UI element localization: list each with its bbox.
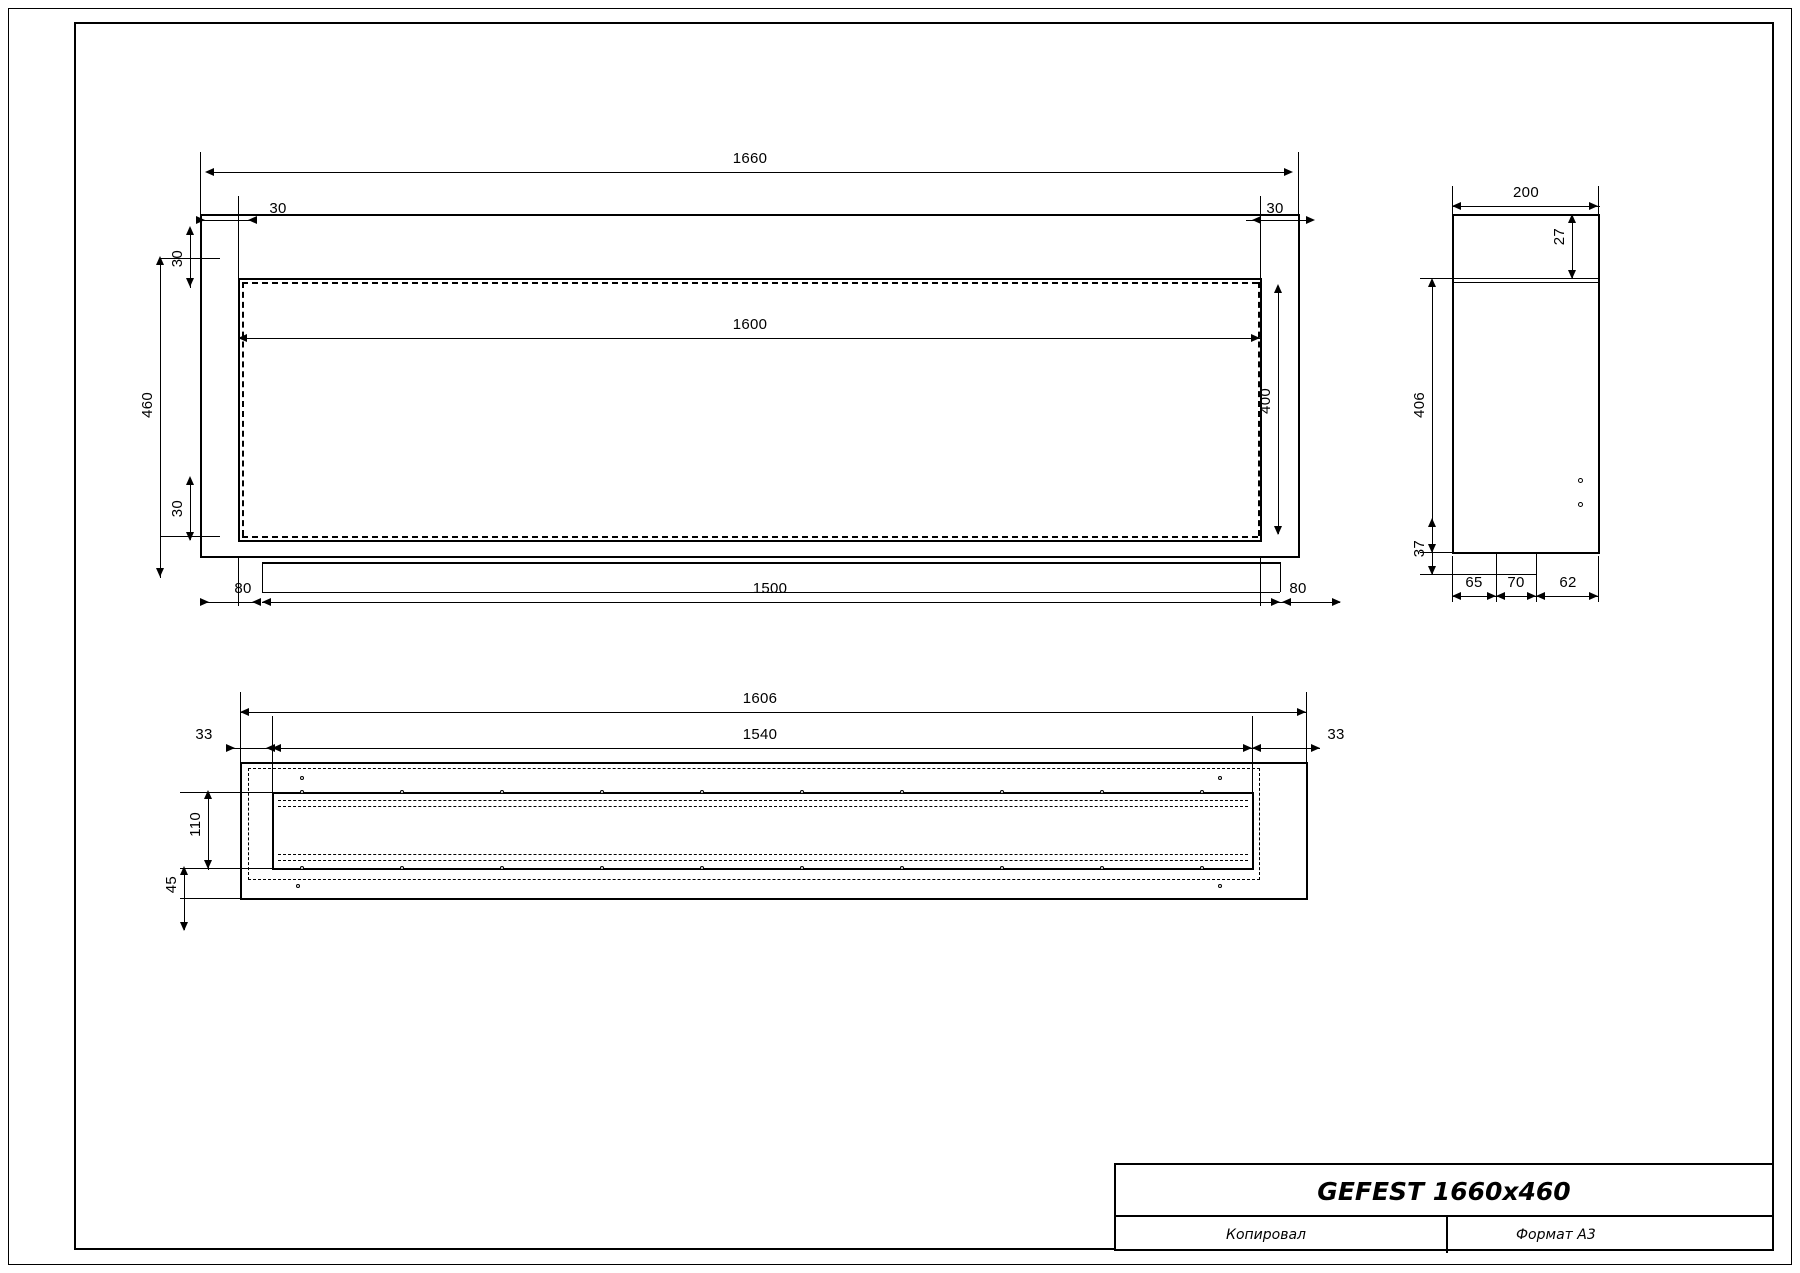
bottom-hole: [500, 866, 504, 870]
front-plinth-left: [262, 562, 263, 592]
arrow-1606-r: [1297, 708, 1306, 716]
side-hole-upper: [1578, 478, 1583, 483]
drawing-title: GEFEST 1660x460: [1317, 1177, 1571, 1206]
side-hole-lower: [1578, 502, 1583, 507]
side-ext-h-top: [1420, 278, 1460, 279]
copied-by-label: Копировал: [1226, 1227, 1306, 1243]
arrow-80-right-a: [1282, 598, 1291, 606]
top-ext-right: [1306, 692, 1307, 766]
corner-hole-tr: [1218, 776, 1222, 780]
slot-hidden-bottom2: [278, 854, 1248, 855]
ext-line-right-top: [1298, 152, 1299, 222]
arrow-1600-right: [1251, 334, 1260, 342]
side-foot-left: [1496, 552, 1497, 574]
top-hole: [300, 790, 304, 794]
front-hidden-top: [242, 282, 1258, 284]
side-right-edge: [1598, 214, 1600, 554]
bottom-hole: [1200, 866, 1204, 870]
dim-62: 62: [1559, 574, 1577, 591]
arrow-70-r: [1527, 592, 1536, 600]
arrow-37-top: [1428, 518, 1436, 527]
arrow-33r-a: [1252, 744, 1261, 752]
front-plinth-right: [1280, 562, 1281, 592]
dim-1606: 1606: [742, 690, 778, 707]
dim-line-1600: [238, 338, 1260, 339]
title-block: [1114, 1163, 1774, 1251]
arrow-30-top-b: [186, 278, 194, 287]
arrow-45-top: [180, 866, 188, 875]
top-ext-inner-left: [272, 716, 273, 796]
arrow-1500-left: [262, 598, 271, 606]
arrow-33r-b: [1311, 744, 1320, 752]
dim-line-200: [1452, 206, 1600, 207]
arrow-62-r: [1589, 592, 1598, 600]
dim-line-27: [1572, 216, 1573, 278]
arrow-30-top-a: [186, 226, 194, 235]
dim-33-right: 33: [1327, 726, 1345, 743]
dim-30-band-bottom: 30: [169, 500, 186, 518]
arrow-460-top: [156, 256, 164, 265]
slot-top-edge: [272, 792, 1254, 794]
slot-left-edge: [272, 792, 274, 870]
dim-line-45: [184, 868, 185, 930]
ext-line-inner-right-top: [1260, 196, 1261, 286]
arrow-1500-right: [1271, 598, 1280, 606]
slot-hidden-bottom: [278, 860, 1248, 861]
bottom-hole: [700, 866, 704, 870]
dim-30-left: 30: [269, 200, 287, 217]
bottom-hole: [400, 866, 404, 870]
arrow-400-bottom: [1274, 526, 1282, 535]
corner-hole-br: [1218, 884, 1222, 888]
ext-line-inner-left-top: [238, 196, 239, 286]
arrow-1606-l: [240, 708, 249, 716]
top-hole: [400, 790, 404, 794]
top-hole: [800, 790, 804, 794]
side-foot-right: [1536, 552, 1537, 574]
arrow-30-bot-b: [186, 532, 194, 541]
arrow-110-top: [204, 790, 212, 799]
dim-460: 460: [139, 392, 156, 418]
arrow-30-right-b: [1306, 216, 1315, 224]
dim-45: 45: [163, 876, 180, 894]
arrow-406-top: [1428, 278, 1436, 287]
dim-line-1660: [214, 172, 1284, 173]
bottom-hole: [300, 866, 304, 870]
dim-27: 27: [1551, 228, 1568, 246]
top-plate-right: [1306, 762, 1308, 900]
front-hidden-left: [242, 282, 244, 536]
front-bottom-edge: [200, 556, 1300, 558]
dim-line-1606: [240, 712, 1306, 713]
top-hole: [1100, 790, 1104, 794]
front-opening-top: [238, 278, 1262, 280]
bottom-hole: [1100, 866, 1104, 870]
top-hole: [1200, 790, 1204, 794]
arrow-62-l: [1536, 592, 1545, 600]
arrow-33l-b: [266, 744, 275, 752]
dim-80-right: 80: [1289, 580, 1307, 597]
dim-line-30-bottom: [190, 478, 191, 540]
arrow-65-r: [1487, 592, 1496, 600]
arrow-70-l: [1496, 592, 1505, 600]
top-ext-inner-right: [1252, 716, 1253, 796]
sheet-format-label: Формат А3: [1516, 1227, 1596, 1243]
dim-1660: 1660: [732, 150, 768, 167]
slot-hidden-top: [278, 800, 1248, 801]
side-ext-v-62: [1598, 556, 1599, 602]
arrow-45-bottom: [180, 922, 188, 931]
dim-400: 400: [1257, 388, 1274, 414]
dim-33-left: 33: [195, 726, 213, 743]
top-hole: [700, 790, 704, 794]
dim-30-right: 30: [1266, 200, 1284, 217]
top-plate-top: [240, 762, 1308, 764]
dim-200: 200: [1513, 184, 1539, 201]
slot-bottom-edge: [272, 868, 1254, 870]
ext-line-foot-right: [1260, 556, 1261, 606]
dim-1540: 1540: [742, 726, 778, 743]
top-inner-dashed-frame: [248, 768, 1260, 880]
dim-line-110: [208, 792, 209, 870]
dim-line-80-left: [200, 602, 260, 603]
title-block-divider: [1446, 1217, 1448, 1253]
top-ext-h-110b: [180, 868, 280, 869]
front-plinth-top: [262, 562, 1280, 564]
dim-70: 70: [1507, 574, 1525, 591]
arrow-30-bot-a: [186, 476, 194, 485]
ext-line-left-top: [200, 152, 201, 222]
dim-406: 406: [1411, 392, 1428, 418]
front-opening-left: [238, 278, 240, 542]
dim-1500: 1500: [752, 580, 788, 597]
side-foot-top: [1496, 552, 1536, 554]
dim-1600: 1600: [732, 316, 768, 333]
front-left-edge: [200, 214, 202, 558]
arrow-80-left-a: [200, 598, 209, 606]
arrow-200-right: [1589, 202, 1598, 210]
arrow-30-left-a: [196, 216, 205, 224]
arrow-65-l: [1452, 592, 1461, 600]
top-ext-left: [240, 692, 241, 766]
side-left-edge: [1452, 214, 1454, 554]
top-hole: [900, 790, 904, 794]
dim-line-406: [1432, 280, 1433, 552]
side-flange-line: [1452, 278, 1600, 279]
side-top-edge: [1452, 214, 1600, 216]
arrow-33l-a: [226, 744, 235, 752]
dim-37: 37: [1411, 540, 1428, 558]
top-ext-h-110a: [180, 792, 280, 793]
side-ext-right: [1598, 186, 1599, 218]
arrow-400-top: [1274, 284, 1282, 293]
arrow-200-left: [1452, 202, 1461, 210]
side-flange-line2: [1452, 282, 1600, 283]
slot-right-edge: [1252, 792, 1254, 870]
bottom-hole: [1000, 866, 1004, 870]
corner-hole-tl: [300, 776, 304, 780]
front-hidden-bottom: [242, 536, 1258, 538]
dim-line-1500: [262, 602, 1280, 603]
dim-line-1540: [272, 748, 1252, 749]
top-hole: [500, 790, 504, 794]
bottom-hole: [600, 866, 604, 870]
arrow-27-top: [1568, 214, 1576, 223]
arrow-80-right-b: [1332, 598, 1341, 606]
front-right-edge: [1298, 214, 1300, 558]
arrow-37-bottom: [1428, 566, 1436, 575]
top-hole: [600, 790, 604, 794]
top-hole: [1000, 790, 1004, 794]
dim-line-30-left: [196, 220, 256, 221]
bottom-hole: [800, 866, 804, 870]
dim-line-460: [160, 258, 161, 578]
arrow-30-right-a: [1252, 216, 1261, 224]
dim-30-band-top: 30: [169, 250, 186, 268]
front-opening-bottom: [238, 540, 1262, 542]
arrow-460-bottom: [156, 568, 164, 577]
arrow-1660-right: [1284, 168, 1293, 176]
slot-hidden-top2: [278, 806, 1248, 807]
arrow-1600-left: [238, 334, 247, 342]
arrow-27-bottom: [1568, 270, 1576, 279]
dim-80-left: 80: [234, 580, 252, 597]
dim-65: 65: [1465, 574, 1483, 591]
top-plate-left: [240, 762, 242, 900]
top-ext-h-45: [180, 898, 250, 899]
bottom-hole: [900, 866, 904, 870]
dim-line-400: [1278, 286, 1279, 534]
arrow-30-left-b: [248, 216, 257, 224]
top-plate-bottom: [240, 898, 1308, 900]
corner-hole-bl: [296, 884, 300, 888]
arrow-80-left-b: [252, 598, 261, 606]
front-top-edge: [200, 214, 1300, 216]
arrow-1660-left: [205, 168, 214, 176]
arrow-110-bottom: [204, 860, 212, 869]
dim-110: 110: [187, 812, 204, 837]
